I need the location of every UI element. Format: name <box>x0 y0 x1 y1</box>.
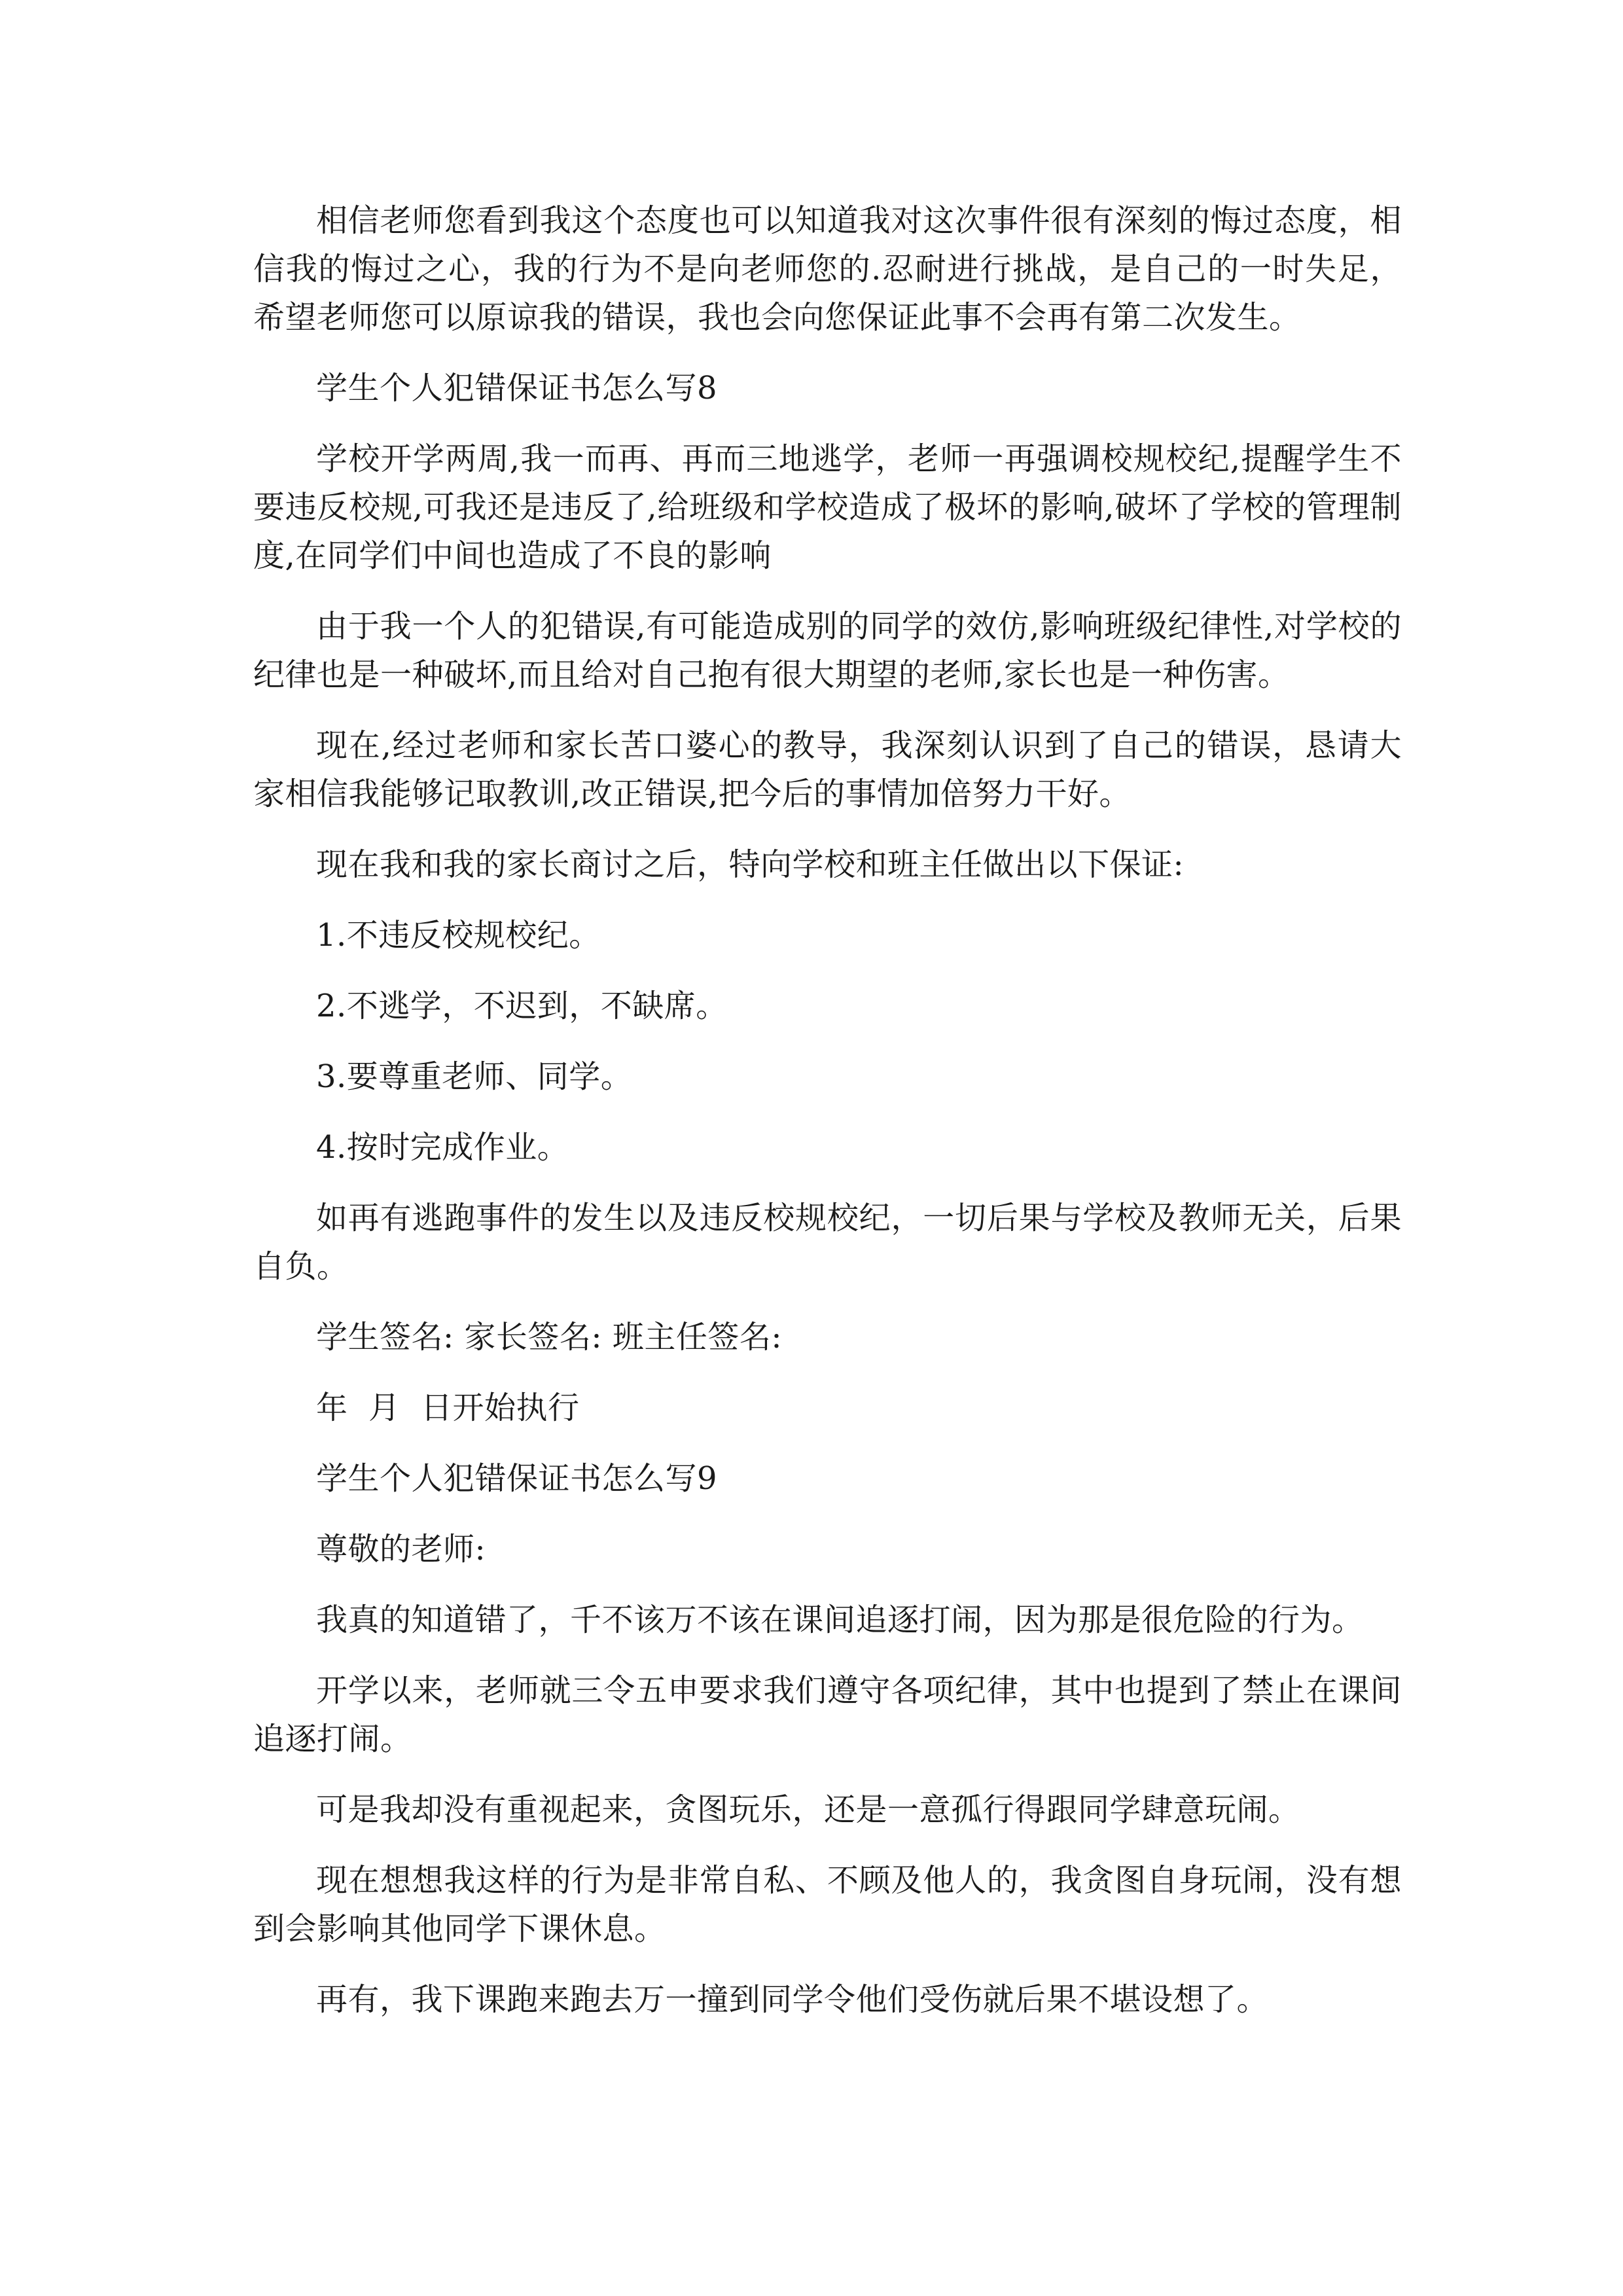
signature-line: 学生签名: 家长签名: 班主任签名: <box>316 1319 783 1355</box>
paragraph: 可是我却没有重视起来，贪图玩乐，还是一意孤行得跟同学肆意玩闹。 <box>316 1791 1300 1828</box>
list-item: 3.要尊重老师、同学。 <box>316 1058 633 1095</box>
list-item: 2.不逃学，不迟到，不缺席。 <box>316 988 728 1024</box>
paragraph: 现在,经过老师和家长苦口婆心的教导，我深刻认识到了自己的错误，恳请大家相信我能够记取教训,改正错误,把今后的事情加倍努力干好。 <box>253 727 1402 812</box>
paragraph: 学校开学两周,我一而再、再而三地逃学，老师一再强调校规校纪,提醒学生不要违反校规,可我还是违反了,给班级和学校造成了极坏的影响,破坏了学校的管理制度,在同学们中间也造成了不良的影响 <box>253 440 1402 574</box>
list-item: 4.按时完成作业。 <box>316 1129 569 1166</box>
paragraph: 相信老师您看到我这个态度也可以知道我对这次事件很有深刻的悔过态度，相信我的悔过之心，我的行为不是向老师您的.忍耐进行挑战，是自己的一时失足，希望老师您可以原谅我的错误，我也会向您保证此事不会再有第二次发生。 <box>253 202 1402 336</box>
paragraph: 现在我和我的家长商讨之后，特向学校和班主任做出以下保证: <box>316 846 1185 883</box>
paragraph: 现在想想我这样的行为是非常自私、不顾及他人的，我贪图自身玩闹，没有想到会影响其他同学下课休息。 <box>253 1862 1402 1947</box>
list-item: 1.不违反校规校纪。 <box>316 917 601 954</box>
section-heading: 学生个人犯错保证书怎么写9 <box>316 1460 718 1497</box>
document-body <box>253 196 1402 2046</box>
section-heading: 学生个人犯错保证书怎么写8 <box>316 370 718 406</box>
paragraph: 我真的知道错了，千不该万不该在课间追逐打闹，因为那是很危险的行为。 <box>316 1602 1364 1638</box>
paragraph: 再有，我下课跑来跑去万一撞到同学令他们受伤就后果不堪设想了。 <box>316 1981 1269 2018</box>
paragraph: 开学以来，老师就三令五申要求我们遵守各项纪律，其中也提到了禁止在课间追逐打闹。 <box>253 1672 1402 1757</box>
salutation: 尊敬的老师: <box>316 1531 486 1568</box>
paragraph: 由于我一个人的犯错误,有可能造成别的同学的效仿,影响班级纪律性,对学校的纪律也是一种破坏,而且给对自己抱有很大期望的老师,家长也是一种伤害。 <box>253 608 1402 693</box>
date-line: 年 月 日开始执行 <box>316 1390 580 1426</box>
paragraph: 如再有逃跑事件的发生以及违反校规校纪，一切后果与学校及教师无关，后果自负。 <box>253 1200 1402 1285</box>
